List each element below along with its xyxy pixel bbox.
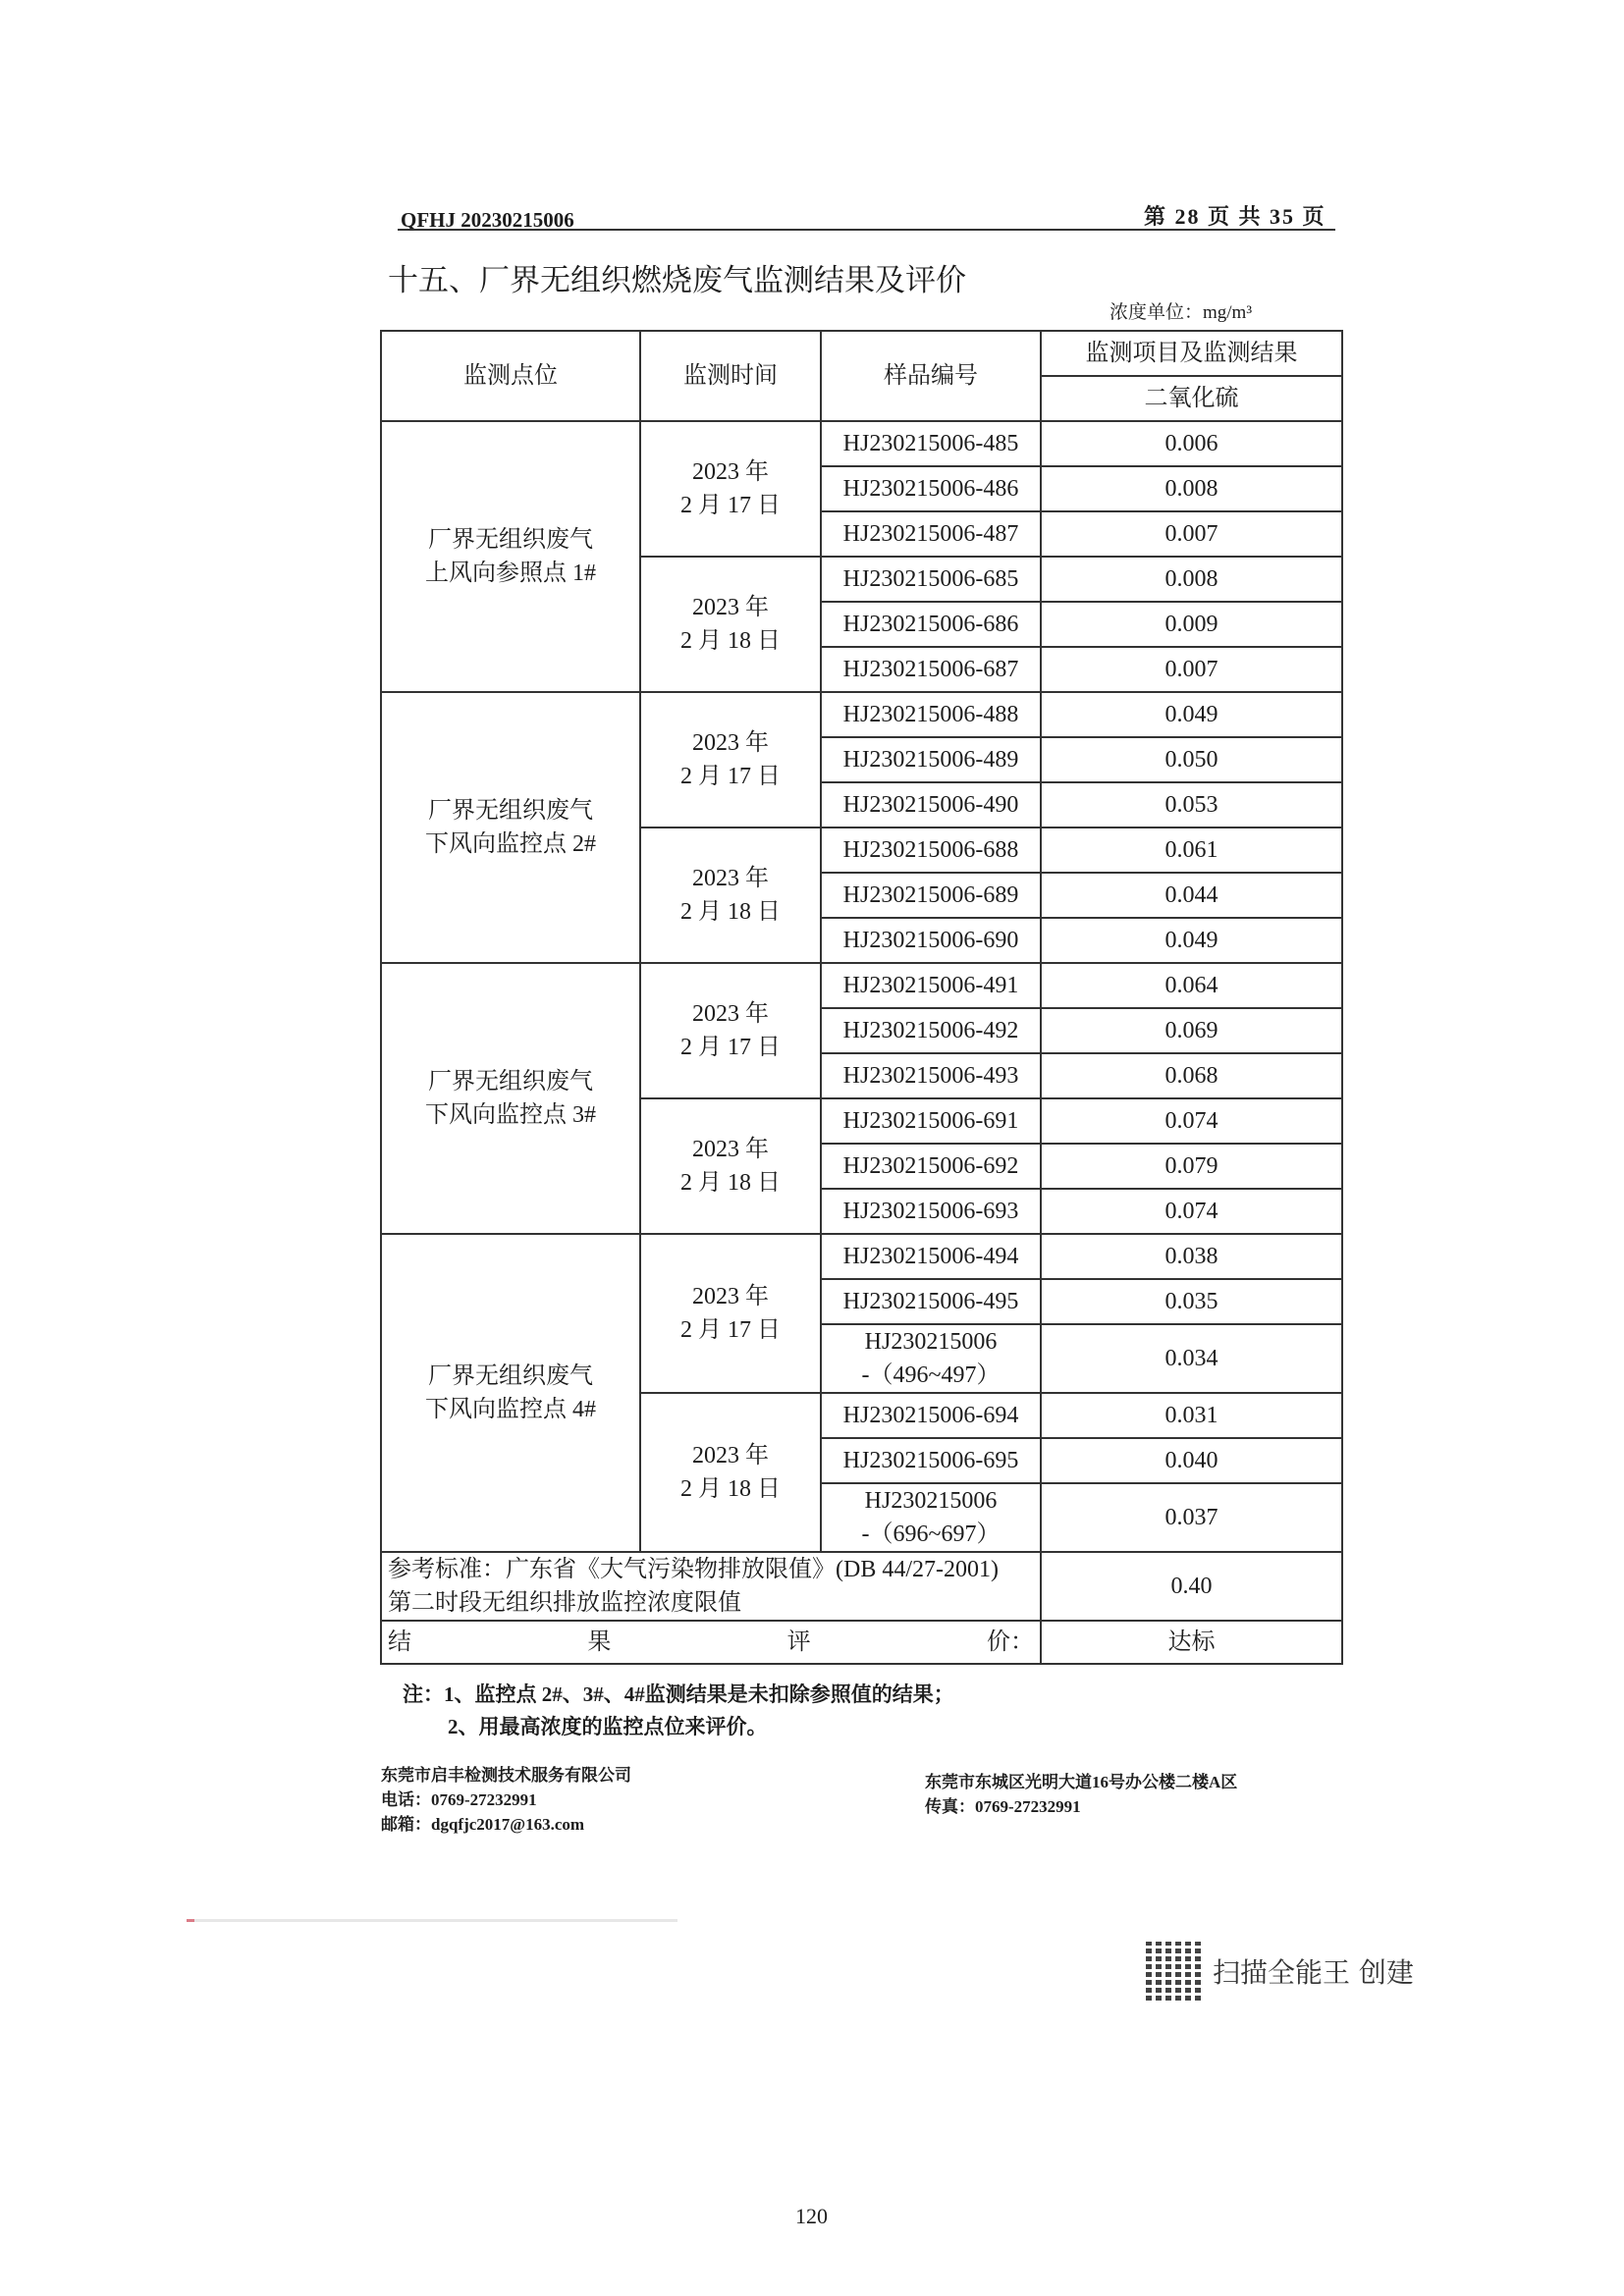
monitoring-date — [640, 1393, 821, 1552]
so2-value: 0.035 — [1041, 1279, 1342, 1324]
sample-id: HJ230215006-689 — [821, 873, 1041, 918]
header-items: 监测项目及监测结果 — [1041, 331, 1342, 376]
header-time: 监测时间 — [640, 331, 821, 421]
sample-id: HJ230215006-695 — [821, 1438, 1041, 1483]
sample-id: HJ230215006-692 — [821, 1144, 1041, 1189]
table-row — [381, 421, 1342, 466]
sample-id: HJ230215006-489 — [821, 737, 1041, 782]
so2-value: 0.053 — [1041, 782, 1342, 828]
text-line: 2023 年 — [692, 730, 769, 756]
monitoring-date — [640, 692, 821, 828]
text-line: 2 月 18 日 — [680, 1476, 781, 1502]
so2-value: 0.049 — [1041, 918, 1342, 963]
text-line: 2023 年 — [692, 1284, 769, 1309]
header-pollutant: 二氧化硫 — [1041, 376, 1342, 421]
sample-id: HJ230215006-690 — [821, 918, 1041, 963]
so2-value: 0.068 — [1041, 1053, 1342, 1098]
so2-value: 0.050 — [1041, 737, 1342, 782]
unit-label: 浓度单位：mg/m³ — [1110, 302, 1253, 323]
monitoring-date — [640, 1234, 821, 1393]
notes — [403, 1679, 954, 1743]
text-line: 参考标准：广东省《大气污染物排放限值》(DB 44/27-2001) — [388, 1557, 999, 1582]
monitoring-location — [381, 421, 640, 692]
label-char: 评 — [786, 1629, 811, 1655]
text-line: HJ230215006 — [864, 1488, 998, 1514]
sample-id: HJ230215006-486 — [821, 466, 1041, 511]
table-row — [381, 1234, 1342, 1279]
text-line: 2023 年 — [692, 1001, 769, 1027]
text-line: 第二时段无组织排放监控浓度限值 — [388, 1590, 741, 1616]
table-row — [381, 963, 1342, 1008]
footer-contact — [381, 1763, 631, 1837]
sample-id: HJ230215006-494 — [821, 1234, 1041, 1279]
results-table — [380, 330, 1343, 1665]
monitoring-location — [381, 963, 640, 1234]
label-char: 价： — [986, 1629, 1034, 1655]
sample-id: HJ230215006-687 — [821, 647, 1041, 692]
scanner-label: 扫描全能王 创建 — [1213, 1956, 1414, 1989]
so2-value: 0.074 — [1041, 1098, 1342, 1144]
scan-mark — [187, 1919, 677, 1922]
sample-id: HJ230215006-492 — [821, 1008, 1041, 1053]
monitoring-date — [640, 421, 821, 557]
sample-id: HJ230215006-693 — [821, 1189, 1041, 1234]
text-line: 2 月 18 日 — [680, 628, 781, 654]
page-indicator: 第 28 页 共 35 页 — [1144, 204, 1326, 229]
reference-row — [381, 1552, 1342, 1621]
text-line: 2023 年 — [692, 459, 769, 485]
evaluation-label-text — [388, 1626, 1034, 1659]
text-line: 厂界无组织废气 — [428, 1363, 593, 1389]
text-line: 厂界无组织废气 — [428, 1069, 593, 1095]
text-line: -（496~497） — [861, 1362, 1001, 1388]
sample-id: HJ230215006-485 — [821, 421, 1041, 466]
sample-id — [821, 1324, 1041, 1393]
text-line: 上风向参照点 1# — [425, 561, 596, 586]
so2-value: 0.006 — [1041, 421, 1342, 466]
so2-value: 0.031 — [1041, 1393, 1342, 1438]
so2-value: 0.044 — [1041, 873, 1342, 918]
text-line: 2023 年 — [692, 1137, 769, 1162]
monitoring-date — [640, 963, 821, 1098]
text-line: HJ230215006 — [864, 1329, 998, 1355]
sample-id — [821, 1483, 1041, 1552]
sample-id: HJ230215006-491 — [821, 963, 1041, 1008]
address: 东莞市东城区光明大道16号办公楼二楼A区 — [925, 1773, 1238, 1791]
scanner-watermark — [1146, 1942, 1414, 2001]
email: 邮箱：dgqfjc2017@163.com — [381, 1815, 585, 1834]
text-line: -（696~697） — [861, 1522, 1001, 1547]
label-char: 结 — [388, 1629, 411, 1655]
sample-id: HJ230215006-495 — [821, 1279, 1041, 1324]
so2-value: 0.079 — [1041, 1144, 1342, 1189]
so2-value: 0.008 — [1041, 466, 1342, 511]
label-char: 果 — [587, 1629, 612, 1655]
note-2: 2、用最高浓度的监控点位来评价。 — [448, 1715, 768, 1738]
section-title: 十五、厂界无组织燃烧废气监测结果及评价 — [388, 263, 966, 297]
note-1: 注：1、监控点 2#、3#、4#监测结果是未扣除参照值的结果； — [403, 1682, 954, 1706]
header-location: 监测点位 — [381, 331, 640, 421]
so2-value: 0.061 — [1041, 828, 1342, 873]
text-line: 2023 年 — [692, 1443, 769, 1468]
so2-value: 0.037 — [1041, 1483, 1342, 1552]
text-line: 2023 年 — [692, 866, 769, 891]
header-divider — [398, 229, 1335, 231]
text-line: 厂界无组织废气 — [428, 798, 593, 824]
reference-standard — [381, 1552, 1041, 1621]
evaluation-result: 达标 — [1041, 1621, 1342, 1664]
so2-value: 0.064 — [1041, 963, 1342, 1008]
fax: 传真：0769-27232991 — [925, 1797, 1081, 1816]
sample-id: HJ230215006-694 — [821, 1393, 1041, 1438]
sample-id: HJ230215006-490 — [821, 782, 1041, 828]
sample-id: HJ230215006-493 — [821, 1053, 1041, 1098]
text-line: 2023 年 — [692, 595, 769, 620]
text-line: 下风向监控点 2# — [425, 831, 596, 857]
text-line: 2 月 17 日 — [680, 1317, 781, 1343]
sample-id: HJ230215006-691 — [821, 1098, 1041, 1144]
monitoring-location — [381, 1234, 640, 1552]
monitoring-date — [640, 1098, 821, 1234]
so2-value: 0.008 — [1041, 557, 1342, 602]
monitoring-date — [640, 557, 821, 692]
sample-id: HJ230215006-685 — [821, 557, 1041, 602]
reference-limit: 0.40 — [1041, 1552, 1342, 1621]
evaluation-label — [381, 1621, 1041, 1664]
sample-id: HJ230215006-686 — [821, 602, 1041, 647]
so2-value: 0.007 — [1041, 511, 1342, 557]
phone: 电话：0769-27232991 — [381, 1790, 537, 1809]
table-row — [381, 692, 1342, 737]
qr-code-icon — [1146, 1942, 1205, 2001]
text-line: 厂界无组织废气 — [428, 527, 593, 553]
text-line: 2 月 17 日 — [680, 764, 781, 789]
sample-id: HJ230215006-488 — [821, 692, 1041, 737]
text-line: 2 月 18 日 — [680, 899, 781, 925]
text-line: 2 月 18 日 — [680, 1170, 781, 1196]
so2-value: 0.007 — [1041, 647, 1342, 692]
so2-value: 0.074 — [1041, 1189, 1342, 1234]
text-line: 2 月 17 日 — [680, 493, 781, 518]
sample-id: HJ230215006-688 — [821, 828, 1041, 873]
report-number: QFHJ 20230215006 — [401, 208, 574, 232]
footer-address — [925, 1770, 1237, 1819]
result-row — [381, 1621, 1342, 1664]
monitoring-location — [381, 692, 640, 963]
text-line: 下风向监控点 4# — [425, 1397, 596, 1422]
header-sample: 样品编号 — [821, 331, 1041, 421]
so2-value: 0.034 — [1041, 1324, 1342, 1393]
so2-value: 0.049 — [1041, 692, 1342, 737]
sample-id: HJ230215006-487 — [821, 511, 1041, 557]
so2-value: 0.040 — [1041, 1438, 1342, 1483]
monitoring-date — [640, 828, 821, 963]
text-line: 2 月 17 日 — [680, 1035, 781, 1060]
so2-value: 0.038 — [1041, 1234, 1342, 1279]
company-name: 东莞市启丰检测技术服务有限公司 — [381, 1766, 631, 1785]
text-line: 下风向监控点 3# — [425, 1102, 596, 1128]
so2-value: 0.009 — [1041, 602, 1342, 647]
page-number: 120 — [795, 2204, 828, 2228]
so2-value: 0.069 — [1041, 1008, 1342, 1053]
